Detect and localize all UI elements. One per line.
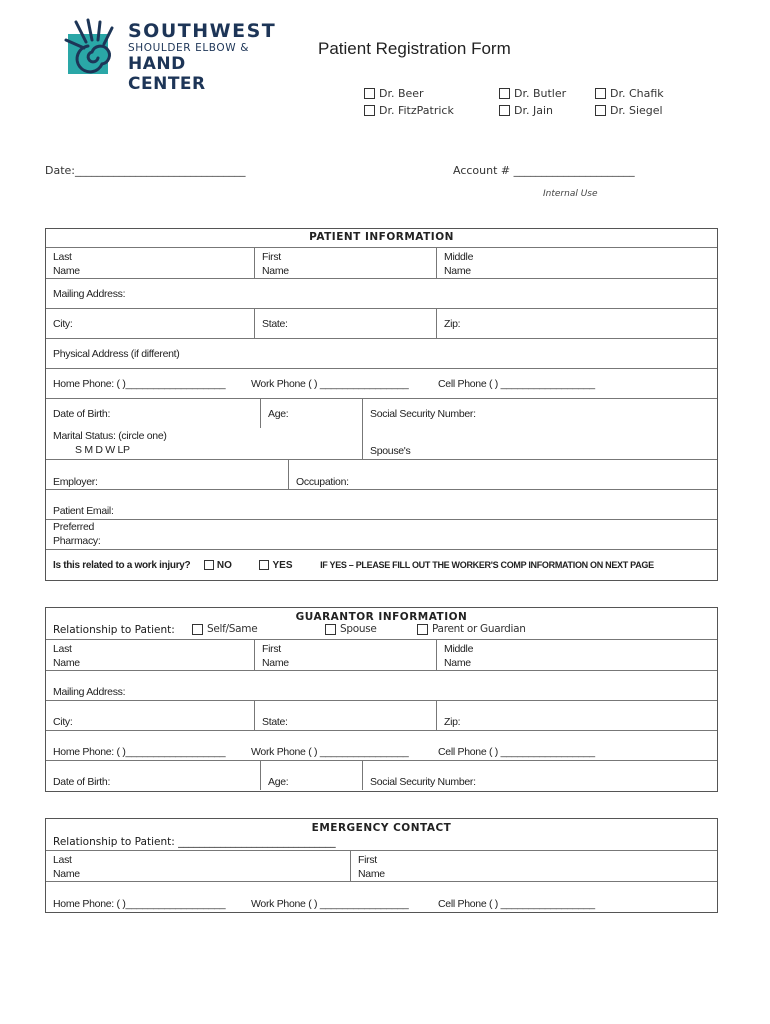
ssn-field[interactable]: Social Security Number:	[362, 761, 717, 790]
work-injury-question	[46, 550, 717, 579]
option-label: Parent or Guardian	[432, 623, 526, 635]
middle-name-field[interactable]: Middle Name	[436, 640, 717, 670]
home-phone-field[interactable]: Home Phone: ( )__________________	[53, 746, 226, 758]
section-heading: GUARANTOR INFORMATION	[295, 611, 468, 623]
checkbox-icon[interactable]	[417, 624, 428, 635]
option-label: Self/Same	[207, 623, 258, 635]
name-row	[46, 850, 717, 881]
account-field[interactable]: Account # ______________________	[453, 164, 635, 177]
internal-use-note: Internal Use	[543, 189, 598, 199]
city-row	[46, 700, 717, 730]
emergency-contact-section	[45, 818, 718, 913]
checkbox-icon[interactable]	[499, 105, 510, 116]
guarantor-information-section	[45, 607, 718, 792]
cell-phone-field[interactable]: Cell Phone ( ) _________________	[438, 746, 595, 758]
parent-guardian-option[interactable]	[417, 623, 526, 635]
city-field[interactable]: City:	[53, 318, 73, 330]
doctor-option-butler[interactable]	[499, 87, 566, 100]
ssn-field[interactable]: Social Security Number:	[362, 399, 717, 428]
doctor-option-fitzpatrick[interactable]	[364, 104, 454, 117]
phone-row	[46, 368, 717, 398]
pharmacy-row	[46, 519, 717, 549]
work-injury-label: Is this related to a work injury?	[53, 560, 191, 571]
yes-label: YES	[272, 560, 293, 571]
patient-information-section	[45, 228, 718, 581]
checkbox-icon[interactable]	[259, 560, 269, 570]
doctor-label: Dr. Butler	[514, 87, 567, 100]
checkbox-icon[interactable]	[325, 624, 336, 635]
cell-phone-field[interactable]: Cell Phone ( ) _________________	[438, 898, 595, 910]
work-phone-field[interactable]: Work Phone ( ) ________________	[251, 898, 409, 910]
cell-phone-field[interactable]: Cell Phone ( ) _________________	[438, 378, 595, 390]
logo-line-hand-center: HAND CENTER	[128, 54, 206, 94]
occupation-field[interactable]: Occupation:	[288, 460, 717, 489]
option-label: Spouse	[340, 623, 377, 635]
dob-field[interactable]: Date of Birth:	[53, 776, 111, 788]
checkbox-icon[interactable]	[364, 105, 375, 116]
no-label: NO	[216, 560, 232, 571]
age-field[interactable]: Age:	[260, 761, 362, 790]
doctor-label: Dr. Chafik	[610, 87, 664, 100]
last-name-field[interactable]: Last Name	[53, 854, 80, 880]
section-heading: EMERGENCY CONTACT	[311, 822, 452, 834]
relationship-field[interactable]: Relationship to Patient: ______________________________	[53, 836, 336, 848]
checkbox-icon[interactable]	[595, 88, 606, 99]
physical-row	[46, 338, 717, 368]
spouse-field[interactable]: Spouse's	[362, 428, 717, 459]
checkbox-icon[interactable]	[499, 88, 510, 99]
employer-row	[46, 459, 717, 489]
doctor-option-chafik[interactable]	[595, 87, 664, 100]
first-name-field[interactable]: First Name	[254, 248, 436, 278]
phone-row	[46, 730, 717, 760]
work-phone-field[interactable]: Work Phone ( ) ________________	[251, 746, 409, 758]
middle-name-field[interactable]: Middle Name	[436, 248, 717, 278]
home-phone-field[interactable]: Home Phone: ( )__________________	[53, 898, 226, 910]
doctor-label: Dr. Jain	[514, 104, 553, 117]
date-field[interactable]: Date:_______________________________	[45, 164, 246, 177]
marital-row	[46, 428, 717, 459]
age-field[interactable]: Age:	[260, 399, 362, 428]
first-name-field[interactable]: First Name	[350, 851, 717, 881]
city-row	[46, 308, 717, 338]
doctor-option-siegel[interactable]	[595, 104, 663, 117]
relationship-row	[46, 622, 717, 639]
spouse-option[interactable]	[325, 623, 377, 635]
patient-email-field[interactable]: Patient Email:	[53, 505, 114, 517]
last-name-field[interactable]: Last Name	[53, 643, 80, 669]
dob-field[interactable]: Date of Birth:	[53, 408, 111, 420]
checkbox-icon[interactable]	[204, 560, 214, 570]
zip-field[interactable]: Zip:	[436, 701, 717, 730]
form-title: Patient Registration Form	[318, 39, 511, 58]
marital-status-field[interactable]	[46, 428, 362, 459]
section-heading: PATIENT INFORMATION	[309, 231, 454, 243]
preferred-pharmacy-field[interactable]: Preferred Pharmacy:	[53, 521, 101, 547]
checkbox-icon[interactable]	[364, 88, 375, 99]
city-field[interactable]: City:	[53, 716, 73, 728]
doctor-label: Dr. FitzPatrick	[379, 104, 454, 117]
state-field[interactable]: State:	[254, 701, 436, 730]
marital-status-label: Marital Status: (circle one)	[53, 430, 167, 442]
state-field[interactable]: State:	[254, 309, 436, 338]
email-row	[46, 489, 717, 519]
first-name-field[interactable]: First Name	[254, 640, 436, 670]
checkbox-icon[interactable]	[595, 105, 606, 116]
logo-line-shoulder-elbow: SHOULDER ELBOW &	[128, 42, 249, 54]
relationship-row	[46, 833, 717, 850]
work-injury-row	[46, 549, 717, 579]
physical-address-field[interactable]: Physical Address (if different)	[53, 348, 180, 360]
employer-field[interactable]: Employer:	[53, 476, 98, 488]
doctor-option-jain[interactable]	[499, 104, 553, 117]
dob-row	[46, 398, 717, 428]
work-injury-note: IF YES – PLEASE FILL OUT THE WORKER'S COMP INFORMATION ON NEXT PAGE	[320, 560, 654, 570]
zip-field[interactable]: Zip:	[436, 309, 717, 338]
doctor-option-beer[interactable]	[364, 87, 424, 100]
mailing-row	[46, 278, 717, 308]
mailing-address-field[interactable]: Mailing Address:	[53, 686, 126, 698]
dob-row	[46, 760, 717, 790]
hand-spiral-icon	[62, 18, 124, 80]
mailing-address-field[interactable]: Mailing Address:	[53, 288, 126, 300]
logo-line-southwest: SOUTHWEST	[128, 20, 277, 42]
name-row	[46, 247, 717, 278]
marital-status-options[interactable]: S M D W LP	[75, 444, 130, 456]
home-phone-field[interactable]: Home Phone: ( )__________________	[53, 378, 226, 390]
clinic-logo	[62, 18, 277, 94]
last-name-field[interactable]: Last Name	[53, 251, 80, 277]
work-phone-field[interactable]: Work Phone ( ) ________________	[251, 378, 409, 390]
doctor-label: Dr. Siegel	[610, 104, 663, 117]
name-row	[46, 639, 717, 670]
checkbox-icon[interactable]	[192, 624, 203, 635]
relationship-label: Relationship to Patient:	[53, 624, 175, 636]
phone-row	[46, 881, 717, 911]
mailing-row	[46, 670, 717, 700]
self-same-option[interactable]	[192, 623, 257, 635]
doctor-label: Dr. Beer	[379, 87, 424, 100]
